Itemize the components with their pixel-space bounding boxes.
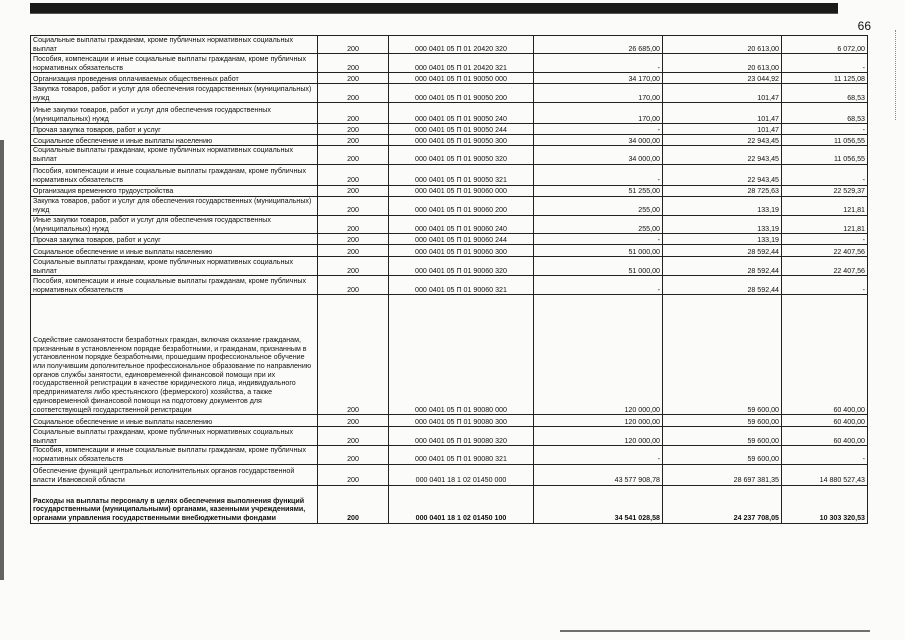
row-name: Расходы на выплаты персоналу в целях обеспечения выполнения функций государственными (муниципальными) органами, казенными учреждениями, органами управления государственными внебюджетными фондами	[31, 485, 318, 523]
scan-top-line	[30, 13, 838, 14]
row-name: Закупка товаров, работ и услуг для обеспечения государственных (муниципальных) нужд	[31, 84, 318, 103]
row-approved-amount: 34 000,00	[534, 146, 663, 164]
row-budget-code: 000 0401 05 П 01 90060 320	[389, 257, 534, 276]
row-line-code: 200	[318, 84, 389, 103]
table-row	[31, 164, 868, 185]
row-unexecuted-amount: 11 056,55	[782, 135, 868, 146]
scan-left-edge	[0, 140, 4, 580]
row-unexecuted-amount: 121,81	[782, 196, 868, 215]
row-executed-amount: 22 943,45	[663, 164, 782, 185]
scan-edge-marks	[895, 30, 899, 120]
row-budget-code: 000 0401 05 П 01 90050 244	[389, 124, 534, 135]
row-approved-amount: 51 000,00	[534, 245, 663, 257]
row-budget-code: 000 0401 18 1 02 01450 000	[389, 464, 534, 485]
row-approved-amount: 34 541 028,58	[534, 485, 663, 523]
table-row	[31, 84, 868, 103]
row-name: Иные закупки товаров, работ и услуг для обеспечения государственных (муниципальных) нужд	[31, 215, 318, 233]
row-line-code: 200	[318, 54, 389, 73]
row-line-code: 200	[318, 124, 389, 135]
table-row	[31, 36, 868, 54]
row-executed-amount: 28 725,63	[663, 185, 782, 196]
row-unexecuted-amount: -	[782, 124, 868, 135]
row-unexecuted-amount: -	[782, 234, 868, 245]
row-name: Социальные выплаты гражданам, кроме публичных нормативных социальных выплат	[31, 257, 318, 276]
row-line-code: 200	[318, 146, 389, 164]
row-executed-amount: 59 600,00	[663, 446, 782, 464]
row-unexecuted-amount: 22 407,56	[782, 257, 868, 276]
table-row	[31, 103, 868, 124]
row-name: Пособия, компенсации и иные социальные выплаты гражданам, кроме публичных нормативных обязательств	[31, 164, 318, 185]
scan-top-border	[30, 3, 838, 13]
row-line-code: 200	[318, 36, 389, 54]
row-line-code: 200	[318, 73, 389, 84]
row-unexecuted-amount: -	[782, 446, 868, 464]
row-budget-code: 000 0401 05 П 01 20420 320	[389, 36, 534, 54]
row-unexecuted-amount: -	[782, 54, 868, 73]
row-approved-amount: -	[534, 54, 663, 73]
row-unexecuted-amount: 68,53	[782, 84, 868, 103]
row-budget-code: 000 0401 05 П 01 90060 200	[389, 196, 534, 215]
row-approved-amount: -	[534, 446, 663, 464]
row-executed-amount: 28 592,44	[663, 257, 782, 276]
row-unexecuted-amount: 14 880 527,43	[782, 464, 868, 485]
row-name: Организация временного трудоустройства	[31, 185, 318, 196]
row-approved-amount: -	[534, 124, 663, 135]
row-approved-amount: 120 000,00	[534, 427, 663, 446]
table-row	[31, 295, 868, 415]
row-budget-code: 000 0401 05 П 01 90080 300	[389, 415, 534, 427]
table-row	[31, 196, 868, 215]
row-budget-code: 000 0401 05 П 01 90080 000	[389, 295, 534, 415]
row-executed-amount: 28 592,44	[663, 245, 782, 257]
row-line-code: 200	[318, 276, 389, 295]
table-row	[31, 54, 868, 73]
table-row	[31, 257, 868, 276]
row-budget-code: 000 0401 05 П 01 90060 244	[389, 234, 534, 245]
row-unexecuted-amount: -	[782, 276, 868, 295]
row-line-code: 200	[318, 215, 389, 233]
row-name: Социальные выплаты гражданам, кроме публичных нормативных социальных выплат	[31, 36, 318, 54]
row-budget-code: 000 0401 05 П 01 90060 300	[389, 245, 534, 257]
row-budget-code: 000 0401 05 П 01 90060 000	[389, 185, 534, 196]
row-name: Прочая закупка товаров, работ и услуг	[31, 234, 318, 245]
row-executed-amount: 101,47	[663, 103, 782, 124]
row-name: Организация проведения оплачиваемых общественных работ	[31, 73, 318, 84]
row-executed-amount: 24 237 708,05	[663, 485, 782, 523]
row-budget-code: 000 0401 05 П 01 20420 321	[389, 54, 534, 73]
row-approved-amount: 51 000,00	[534, 257, 663, 276]
row-unexecuted-amount: 60 400,00	[782, 295, 868, 415]
row-name: Иные закупки товаров, работ и услуг для обеспечения государственных (муниципальных) нужд	[31, 103, 318, 124]
row-executed-amount: 23 044,92	[663, 73, 782, 84]
row-name: Социальное обеспечение и иные выплаты населению	[31, 245, 318, 257]
row-executed-amount: 133,19	[663, 215, 782, 233]
row-line-code: 200	[318, 257, 389, 276]
row-budget-code: 000 0401 05 П 01 90050 200	[389, 84, 534, 103]
row-approved-amount: 51 255,00	[534, 185, 663, 196]
row-line-code: 200	[318, 415, 389, 427]
row-approved-amount: 43 577 908,78	[534, 464, 663, 485]
table-row	[31, 73, 868, 84]
row-unexecuted-amount: 121,81	[782, 215, 868, 233]
row-executed-amount: 59 600,00	[663, 295, 782, 415]
table-row	[31, 485, 868, 523]
row-line-code: 200	[318, 135, 389, 146]
row-name: Прочая закупка товаров, работ и услуг	[31, 124, 318, 135]
table-row	[31, 234, 868, 245]
row-executed-amount: 59 600,00	[663, 427, 782, 446]
row-line-code: 200	[318, 427, 389, 446]
row-executed-amount: 28 592,44	[663, 276, 782, 295]
row-budget-code: 000 0401 05 П 01 90060 321	[389, 276, 534, 295]
row-name: Пособия, компенсации и иные социальные выплаты гражданам, кроме публичных нормативных обязательств	[31, 276, 318, 295]
row-name: Пособия, компенсации и иные социальные выплаты гражданам, кроме публичных нормативных обязательств	[31, 446, 318, 464]
page-number: 66	[857, 19, 871, 33]
row-line-code: 200	[318, 185, 389, 196]
row-line-code: 200	[318, 196, 389, 215]
row-unexecuted-amount: 22 407,56	[782, 245, 868, 257]
row-approved-amount: 170,00	[534, 84, 663, 103]
row-executed-amount: 101,47	[663, 84, 782, 103]
row-executed-amount: 133,19	[663, 196, 782, 215]
row-approved-amount: -	[534, 164, 663, 185]
row-unexecuted-amount: 11 125,08	[782, 73, 868, 84]
row-line-code: 200	[318, 164, 389, 185]
row-line-code: 200	[318, 234, 389, 245]
row-name: Закупка товаров, работ и услуг для обеспечения государственных (муниципальных) нужд	[31, 196, 318, 215]
row-budget-code: 000 0401 05 П 01 90050 320	[389, 146, 534, 164]
row-budget-code: 000 0401 05 П 01 90060 240	[389, 215, 534, 233]
row-name: Социальное обеспечение и иные выплаты населению	[31, 415, 318, 427]
row-unexecuted-amount: 10 303 320,53	[782, 485, 868, 523]
row-approved-amount: 120 000,00	[534, 415, 663, 427]
row-budget-code: 000 0401 05 П 01 90050 240	[389, 103, 534, 124]
row-line-code: 200	[318, 245, 389, 257]
row-budget-code: 000 0401 05 П 01 90080 320	[389, 427, 534, 446]
row-approved-amount: 26 685,00	[534, 36, 663, 54]
row-approved-amount: -	[534, 234, 663, 245]
row-executed-amount: 133,19	[663, 234, 782, 245]
row-line-code: 200	[318, 295, 389, 415]
table-row	[31, 185, 868, 196]
row-executed-amount: 20 613,00	[663, 36, 782, 54]
row-executed-amount: 20 613,00	[663, 54, 782, 73]
row-budget-code: 000 0401 18 1 02 01450 100	[389, 485, 534, 523]
row-budget-code: 000 0401 05 П 01 90050 300	[389, 135, 534, 146]
row-approved-amount: 255,00	[534, 215, 663, 233]
row-executed-amount: 28 697 381,35	[663, 464, 782, 485]
table-row	[31, 215, 868, 233]
row-name: Социальные выплаты гражданам, кроме публичных нормативных социальных выплат	[31, 146, 318, 164]
row-unexecuted-amount: 68,53	[782, 103, 868, 124]
row-unexecuted-amount: 6 072,00	[782, 36, 868, 54]
table-row	[31, 135, 868, 146]
row-line-code: 200	[318, 446, 389, 464]
row-line-code: 200	[318, 103, 389, 124]
table-row	[31, 415, 868, 427]
row-line-code: 200	[318, 485, 389, 523]
table-row	[31, 146, 868, 164]
row-approved-amount: 120 000,00	[534, 295, 663, 415]
row-approved-amount: 255,00	[534, 196, 663, 215]
row-name: Социальные выплаты гражданам, кроме публичных нормативных социальных выплат	[31, 427, 318, 446]
row-line-code: 200	[318, 464, 389, 485]
row-name: Социальное обеспечение и иные выплаты населению	[31, 135, 318, 146]
row-unexecuted-amount: 11 056,55	[782, 146, 868, 164]
table-row	[31, 446, 868, 464]
row-executed-amount: 22 943,45	[663, 146, 782, 164]
row-approved-amount: 34 170,00	[534, 73, 663, 84]
row-budget-code: 000 0401 05 П 01 90050 321	[389, 164, 534, 185]
row-approved-amount: -	[534, 276, 663, 295]
table-row	[31, 124, 868, 135]
row-budget-code: 000 0401 05 П 01 90080 321	[389, 446, 534, 464]
table-row	[31, 245, 868, 257]
row-approved-amount: 170,00	[534, 103, 663, 124]
row-executed-amount: 101,47	[663, 124, 782, 135]
table-row	[31, 276, 868, 295]
row-name: Обеспечение функций центральных исполнительных органов государственной власти Ивановской области	[31, 464, 318, 485]
row-name: Пособия, компенсации и иные социальные выплаты гражданам, кроме публичных нормативных обязательств	[31, 54, 318, 73]
row-unexecuted-amount: 22 529,37	[782, 185, 868, 196]
row-unexecuted-amount: 60 400,00	[782, 415, 868, 427]
table-row	[31, 427, 868, 446]
row-executed-amount: 59 600,00	[663, 415, 782, 427]
row-unexecuted-amount: -	[782, 164, 868, 185]
table-row	[31, 464, 868, 485]
row-unexecuted-amount: 60 400,00	[782, 427, 868, 446]
row-budget-code: 000 0401 05 П 01 90050 000	[389, 73, 534, 84]
budget-table	[30, 35, 868, 524]
row-executed-amount: 22 943,45	[663, 135, 782, 146]
row-approved-amount: 34 000,00	[534, 135, 663, 146]
scan-bottom-line	[560, 630, 870, 632]
row-name: Содействие самозанятости безработных граждан, включая оказание гражданам, признанным в установленном порядке безработными, и гражданам, признанным в установленном порядке безработными, прошедшим профессиональное обучение или получившим дополнительное профессиональное образование по направлению органов службы занятости, единовременной финансовой помощи при их государственной регистрации в качестве юридического лица, индивидуального предпринимателя либо крестьянского (фермерского) хозяйства, а также единовременной финансовой помощи на подготовку документов для соответствующей государственной регистрации	[31, 295, 318, 415]
